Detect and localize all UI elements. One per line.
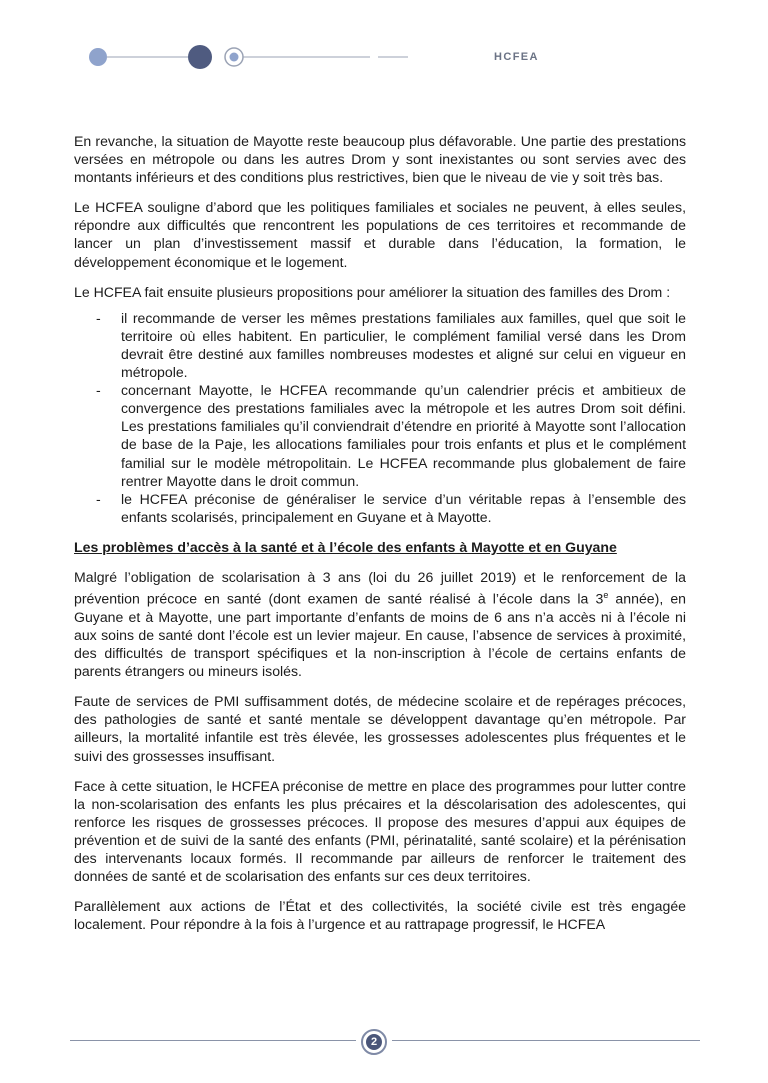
page-number: 2	[366, 1034, 382, 1050]
paragraph-hcfea-recommendation: Le HCFEA souligne d’abord que les politiques familiales et sociales ne peuvent, à elles seules, répondre aux difficultés que rencontrent les populations de ces territoires et recommande de lancer un plan d’investissement massif et durable dans l’éducation, la formation, le développement économique et le logement.	[74, 199, 686, 270]
paragraph-pmi-services: Faute de services de PMI suffisamment dotés, de médecine scolaire et de repérages précoces, des pathologies de santé et santé mentale se développent davantage qu’en métropole. Par ailleurs, la mortalité infantile est très élevée, les grossesses adolescentes plus fréquentes et le suivi des grossesses insuffisant.	[74, 693, 686, 764]
list-item	[74, 381, 686, 490]
footer-line-right	[392, 1040, 700, 1041]
paragraph-schooling-obligation	[74, 568, 686, 680]
page-header	[84, 40, 539, 74]
list-item	[74, 490, 686, 526]
document-body	[74, 132, 686, 945]
list-item-text: concernant Mayotte, le HCFEA recommande qu’un calendrier précis et ambitieux de convergence des prestations familiales avec la métropole et les autres Drom soit défini. Les prestations familiales qu’il conviendrait d’étendre en priorité à Mayotte sont l’allocation de base de la Paje, les allocations familiales pour trois enfants et plus et le complément familial sur le modèle métropolitain. Le HCFEA recommande plus globalement de faire rentrer Mayotte dans le droit commun.	[121, 382, 686, 489]
section-heading: Les problèmes d’accès à la santé et à l’école des enfants à Mayotte et en Guyane	[74, 538, 617, 555]
paragraph-mayotte-situation: En revanche, la situation de Mayotte reste beaucoup plus défavorable. Une partie des prestations versées en métropole ou dans les autres Drom y sont inexistantes ou sont servies avec des montants inférieurs et des conditions plus restrictives, bien que le niveau de vie y soit très bas.	[74, 133, 686, 186]
header-decoration	[84, 40, 504, 74]
ordinal-suffix: e	[603, 590, 609, 601]
header-light-circle	[89, 48, 107, 66]
list-dash: -	[96, 382, 101, 399]
paragraph-text: Malgré l’obligation de scolarisation à 3 ans (loi du 26 juillet 2019) et le renforcement de la prévention précoce en santé (dont examen de santé réalisé à l’école dans la 3	[74, 568, 686, 607]
page-number-badge	[361, 1029, 387, 1055]
header-brand: HCFEA	[494, 51, 539, 63]
list-item-text: le HCFEA préconise de généraliser le service d’un véritable repas à l’ensemble des enfants scolarisés, principalement en Guyane et à Mayotte.	[121, 490, 686, 525]
list-item	[74, 309, 686, 381]
header-dark-circle	[188, 45, 212, 69]
page-footer	[70, 1026, 700, 1056]
paragraph-proposals-intro: Le HCFEA fait ensuite plusieurs propositions pour améliorer la situation des familles des Drom :	[74, 283, 671, 300]
paragraph-civil-society: Parallèlement aux actions de l’État et des collectivités, la société civile est très engagée localement. Pour répondre à la fois à l’urgence et au rattrapage progressif, le HCFEA	[74, 898, 686, 933]
paragraph-programs: Face à cette situation, le HCFEA préconise de mettre en place des programmes pour lutter contre la non-scolarisation des enfants les plus précaires et la déscolarisation des adolescentes, qui renforce les risques de grossesses précoces. Il propose des mesures d’appui aux équipes de prévention et de suivi de la santé des enfants (PMI, périnatalité, santé scolaire) et la pérénisation des intervenants locaux formés. Il recommande par ailleurs de renforcer le traitement des données de santé et de scolarisation des enfants sur ces deux territoires.	[74, 777, 686, 885]
paragraph-text: année), en Guyane et à Mayotte, une part importante d’enfants de moins de 6 ans n’a accès ni à l’école ni aux soins de santé dont l’école est un levier majeur. En cause, l’absence de services à proximité, des difficultés de transport spécifiques et la non-inscription à l’école de certains enfants de parents étrangers ou mineurs isolés.	[74, 590, 686, 680]
list-dash: -	[96, 309, 101, 326]
list-item-text: il recommande de verser les mêmes prestations familiales aux familles, quel que soit le territoire où elles habitent. En particulier, le complément familial versé dans les Drom devrait être destiné aux familles nombreuses modestes et aligné sur celui en vigueur en métropole.	[121, 309, 686, 381]
proposals-list	[74, 309, 686, 526]
list-dash: -	[96, 490, 101, 507]
footer-line-left	[70, 1040, 356, 1041]
